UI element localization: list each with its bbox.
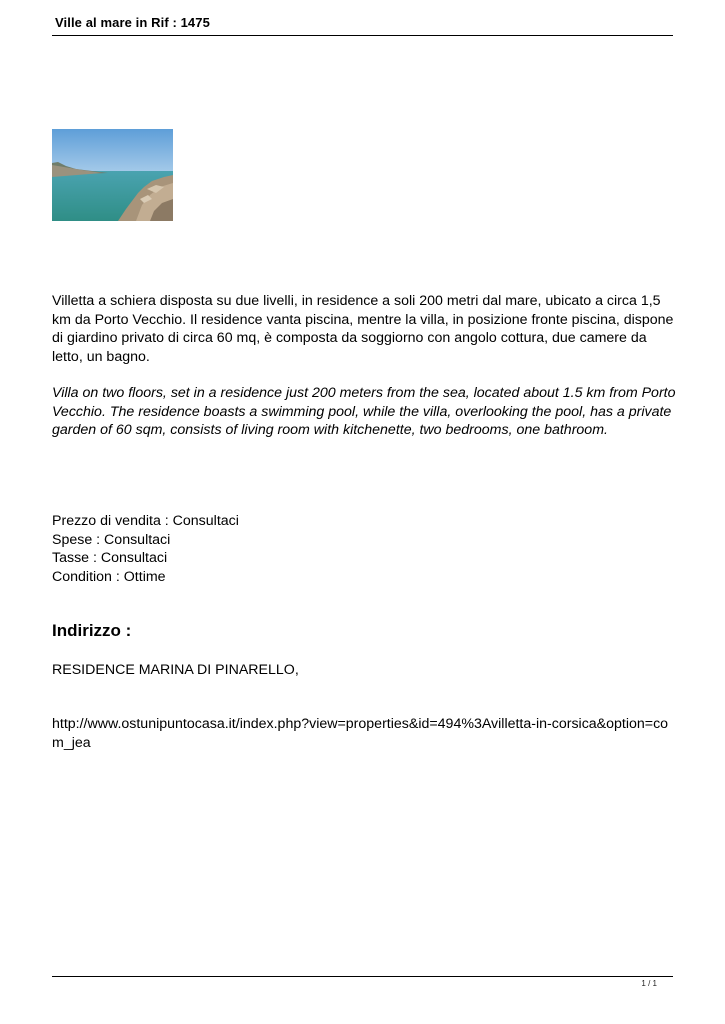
property-link[interactable]: http://www.ostunipuntocasa.it/index.php?view=properties&id=494%3Avilletta-in-corsica&option=com_jea (52, 716, 669, 751)
header-divider (52, 35, 673, 36)
description-english: Villa on two floors, set in a residence just 200 meters from the sea, located about 1.5 km from Porto Vecchio. The residence boasts a swimming pool, while the villa, overlooking the pool, has a private garden of 60 sqm, consists of living room with kitchenette, two bedrooms, one bathroom. (52, 385, 676, 438)
property-photo (52, 129, 173, 221)
address-value: RESIDENCE MARINA DI PINARELLO, (52, 662, 299, 678)
seascape-photo-icon (52, 129, 173, 221)
address-heading: Indirizzo : (52, 621, 132, 640)
expenses-line: Spese : Consultaci (52, 531, 171, 548)
page-number: 1 / 1 (641, 979, 657, 988)
document-title: Ville al mare in Rif : 1475 (55, 15, 210, 30)
footer-divider (52, 976, 673, 977)
property-details (52, 512, 677, 586)
description-italian: Villetta a schiera disposta su due livelli, in residence a soli 200 metri dal mare, ubicato a circa 1,5 km da Porto Vecchio. Il residence vanta piscina, mentre la villa, in posizione fronte piscina, dispone di giardino privato di circa 60 mq, è composta da soggiorno con angolo cottura, due camere da letto, un bagno. (52, 293, 674, 365)
condition-line: Condition : Ottime (52, 568, 166, 585)
taxes-line: Tasse : Consultaci (52, 550, 168, 566)
price-line: Prezzo di vendita : Consultaci (52, 513, 239, 529)
